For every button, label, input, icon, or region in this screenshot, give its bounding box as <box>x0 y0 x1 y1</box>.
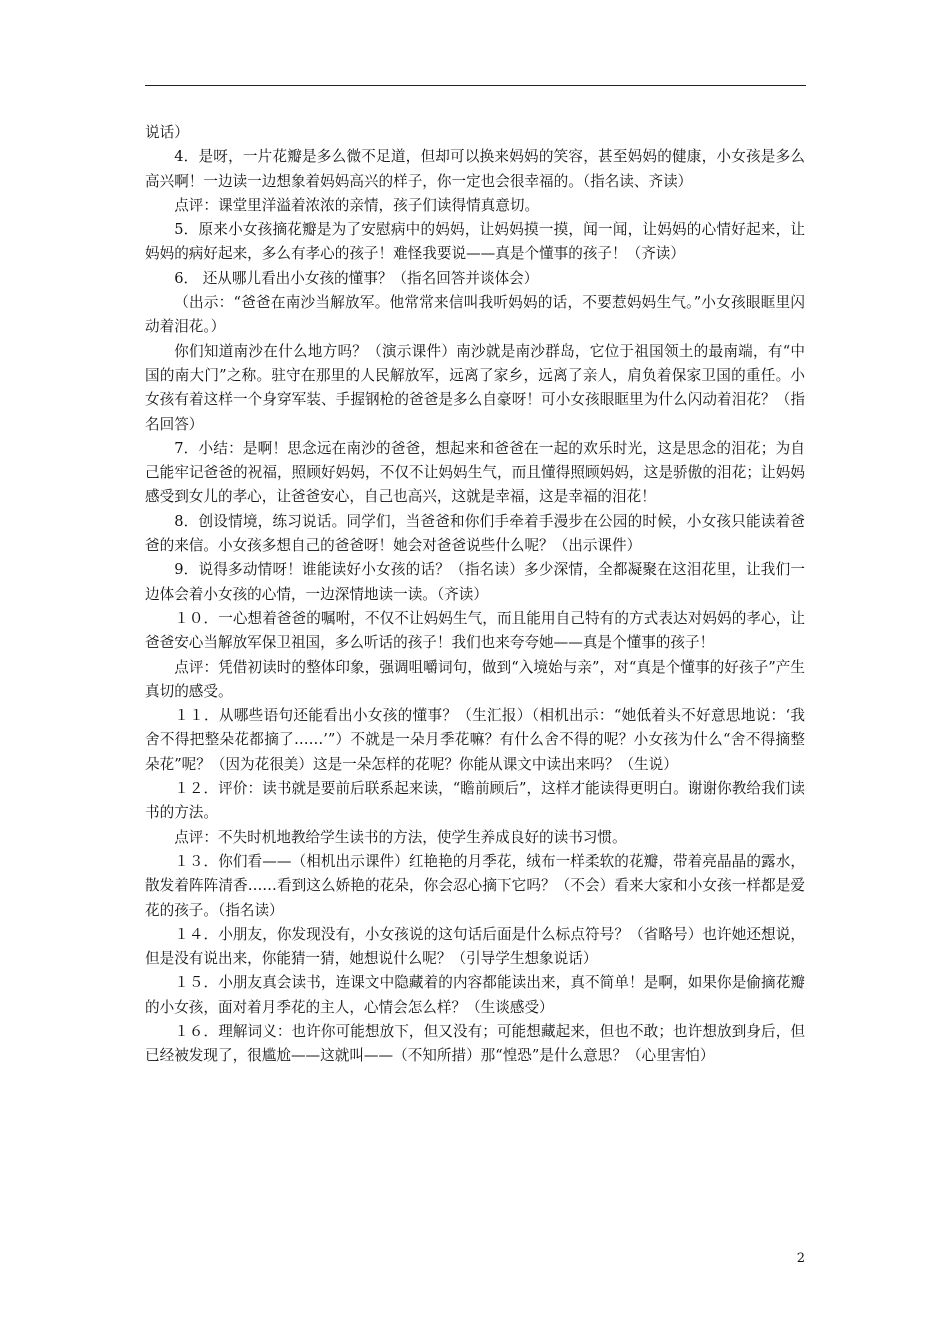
paragraph: １５．小朋友真会读书，连课文中隐藏着的内容都能读出来，真不简单！是啊，如果你是偷摘花瓣的小女孩，面对着月季花的主人，心情会怎么样？（生谈感受） <box>145 974 805 1016</box>
paragraph: 点评：课堂里洋溢着浓浓的亲情，孩子们读得情真意切。 <box>174 196 540 214</box>
paragraph: 点评：不失时机地教给学生读书的方法，使学生养成良好的读书习惯。 <box>174 828 627 846</box>
paragraph: １４．小朋友，你发现没有，小女孩说的这句话后面是什么标点符号？（省略号）也许她还想说，但是没有说出来，你能猜一猜，她想说什么呢？（引导学生想象说话） <box>145 925 805 968</box>
paragraph: １２．评价：读书就是要前后联系起来读，“瞻前顾后”，这样才能读得更明白。谢谢你教给我们读书的方法。 <box>145 780 805 822</box>
page-number: 2 <box>796 1251 805 1266</box>
paragraph: １１．从哪些语句还能看出小女孩的懂事？（生汇报）（相机出示：“她低着头不好意思地说：‘我舍不得把整朵花都摘了……’”）不就是一朵月季花嘛？有什么舍不得的呢？小女孩为什么“舍不得摘整朵花”呢？（因为花很美）这是一朵怎样的花呢？你能从课文中读出来吗？（生说） <box>145 707 805 773</box>
paragraph: 9．说得多动情呀！谁能读好小女孩的话？（指名读）多少深情，全都凝聚在这泪花里，让我们一边体会着小女孩的心情，一边深情地读一读。（齐读） <box>145 561 805 603</box>
paragraph: （出示：“爸爸在南沙当解放军。他常常来信叫我听妈妈的话，不要惹妈妈生气。”小女孩眼眶里闪动着泪花。） <box>145 294 805 336</box>
paragraph: 你们知道南沙在什么地方吗？（演示课件）南沙就是南沙群岛，它位于祖国领土的最南端，有“中国的南大门”之称。驻守在那里的人民解放军，远离了家乡，远离了亲人，肩负着保家卫国的重任。小女孩有着这样一个身穿军装、手握钢枪的爸爸是多么自豪呀！可小女孩眼眶里为什么闪动着泪花？（指名回答） <box>145 342 805 433</box>
paragraph: 4．是呀，一片花瓣是多么微不足道，但却可以换来妈妈的笑容，甚至妈妈的健康，小女孩是多么高兴啊！一边读一边想象着妈妈高兴的样子，你一定也会很幸福的。（指名读、齐读） <box>145 148 805 190</box>
paragraph: １６．理解词义：也许你可能想放下，但又没有；可能想藏起来，但也不敢；也许想放到身后，但已经被发现了，很尴尬——这就叫——（不知所措）那“惶恐”是什么意思？（心里害怕） <box>145 1022 805 1065</box>
paragraph: 点评：凭借初读时的整体印象，强调咀嚼词句，做到“入境始与亲”，对“真是个懂事的好孩子”产生真切的感受。 <box>145 658 805 700</box>
document-body <box>145 121 805 1069</box>
paragraph: １３．你们看——（相机出示课件）红艳艳的月季花，绒布一样柔软的花瓣，带着亮晶晶的露水，散发着阵阵清香……看到这么娇艳的花朵，你会忍心摘下它吗？（不会）看来大家和小女孩一样都是爱花的孩子。（指名读） <box>145 852 805 919</box>
paragraph: 说话） <box>145 124 189 141</box>
paragraph: １０．一心想着爸爸的嘱咐，不仅不让妈妈生气，而且能用自己特有的方式表达对妈妈的孝心，让爸爸安心当解放军保卫祖国，多么听话的孩子！我们也来夸夸她——真是个懂事的孩子！ <box>145 609 805 652</box>
paragraph: 5．原来小女孩摘花瓣是为了安慰病中的妈妈，让妈妈摸一摸，闻一闻，让妈妈的心情好起来，让妈妈的病好起来，多么有孝心的孩子！难怪我要说——真是个懂事的孩子！（齐读） <box>145 221 805 263</box>
paragraph: 7．小结：是啊！思念远在南沙的爸爸，想起来和爸爸在一起的欢乐时光，这是思念的泪花；为自己能牢记爸爸的祝福，照顾好妈妈，不仅不让妈妈生气，而且懂得照顾妈妈，这是骄傲的泪花；让妈妈感受到女儿的孝心，让爸爸安心，自己也高兴，这就是幸福，这是幸福的泪花！ <box>145 439 805 506</box>
header-rule <box>145 85 806 86</box>
paragraph: 6． 还从哪儿看出小女孩的懂事？（指名回答并谈体会） <box>174 269 539 287</box>
paragraph: 8．创设情境，练习说话。同学们，当爸爸和你们手牵着手漫步在公园的时候，小女孩只能读着爸爸的来信。小女孩多想自己的爸爸呀！她会对爸爸说些什么呢？（出示课件） <box>145 512 805 555</box>
